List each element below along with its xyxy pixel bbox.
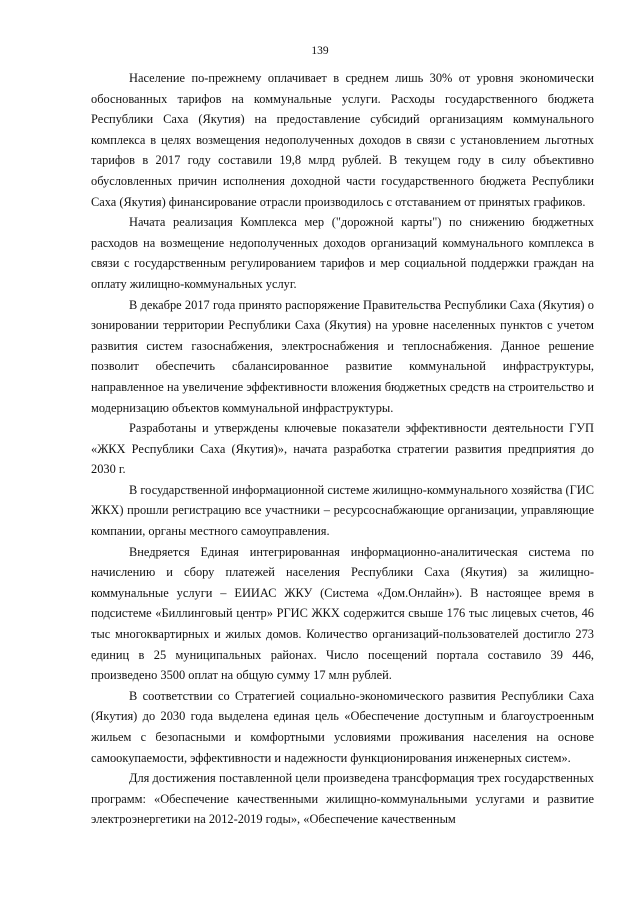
paragraph-5: В государственной информационной системе жилищно-коммунального хозяйства (ГИС ЖКХ) прошли регистрацию все участники – ресурсоснабжающие организации, управляющие компании, органы местного самоуправления. [91, 482, 594, 539]
paragraph-1: Население по-прежнему оплачивает в среднем лишь 30% от уровня экономически обоснованных тарифов на коммунальные услуги. Расходы государственного бюджета Республики Саха (Якутия) на предоставление субсидий организациям коммунального комплекса в целях возмещения недополученных доходов в связи с установлением льготных тарифов в 2017 году составили 19,8 млрд рублей. В текущем году в силу объективно обусловленных причин исполнения доходной части государственного бюджета Республики Саха (Якутия) финансирование отрасли производилось с отставанием от принятых графиков. [91, 71, 594, 209]
paragraph-6: Внедряется Единая интегрированная информационно-аналитическая система по начислению и сбору платежей населения Республики Саха (Якутия) за жилищно-коммунальные услуги – ЕИИАС ЖКУ (Система «Дом.Онлайн»). В настоящее время в подсистеме «Биллинговый центр» РГИС ЖКХ содержится свыше 176 тыс лицевых счетов, 46 тыс многоквартирных и жилых домов. Количество организаций-пользователей достигло 273 единиц в 25 муниципальных районах. Число посещений портала составило 39 446, произведено 3500 оплат на общую сумму 17 млн рублей. [91, 544, 594, 683]
paragraph-3: В декабре 2017 года принято распоряжение Правительства Республики Саха (Якутия) о зонировании территории Республики Саха (Якутия) на уровне населенных пунктов с учетом развития систем газоснабжения, электроснабжения и теплоснабжения. Данное решение позволит обеспечить сбалансированное развитие коммунальной инфраструктуры, направленное на увеличение эффективности вложения бюджетных средств на строительство и модернизацию объектов коммунальной инфраструктуры. [91, 297, 594, 415]
paragraph-2: Начата реализация Комплекса мер ("дорожной карты") по снижению бюджетных расходов на возмещение недополученных доходов организаций коммунального комплекса в связи с государственным регулированием тарифов и мер социальной поддержки граждан на оплату жилищно-коммунальных услуг. [91, 215, 594, 291]
paragraph-4: Разработаны и утверждены ключевые показатели эффективности деятельности ГУП «ЖКХ Республики Саха (Якутия)», начата разработка стратегии развития предприятия до 2030 г. [91, 421, 594, 477]
page-number: 139 [311, 45, 329, 57]
document-body [91, 68, 594, 830]
paragraph-7: В соответствии со Стратегией социально-экономического развития Республики Саха (Якутия) до 2030 года выделена единая цель «Обеспечение доступным и благоустроенным жильем с безопасными и комфортными условиями проживания населения на основе самоокупаемости, эффективности и надежности функционирования инженерных систем». [91, 688, 594, 765]
paragraph-8: Для достижения поставленной цели произведена трансформация трех государственных программ: «Обеспечение качественными жилищно-коммунальными услугами и развитие электроэнергетики на 2012-2019 годы», «Обеспечение качественным [91, 771, 594, 827]
